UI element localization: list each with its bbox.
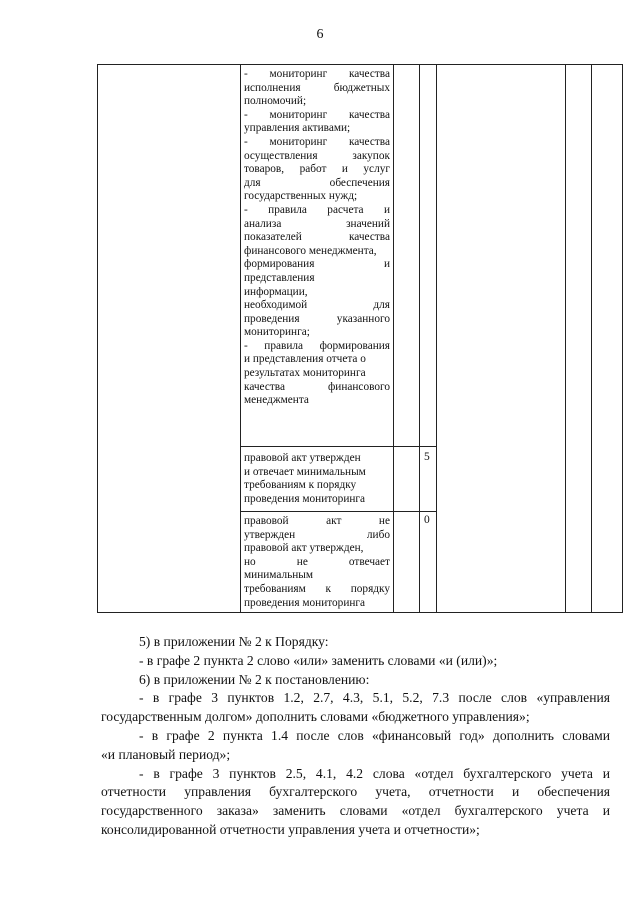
table-cell-criteria-list <box>244 68 390 408</box>
table-column-divider <box>393 64 394 613</box>
table-cell-not-approved <box>244 515 390 610</box>
table-column-divider <box>240 64 241 613</box>
table-cell-line: проведения мониторинга <box>244 596 366 609</box>
table-border-right <box>622 64 623 613</box>
score-value: 0 <box>424 514 430 526</box>
paragraph-line: - в графе 2 пункта 1.4 после слов «финансовый год» дополнить словами <box>139 727 610 743</box>
page-number: 6 <box>316 27 324 42</box>
table-border-bottom <box>97 612 623 613</box>
table-cell-line: минимальным <box>244 569 314 582</box>
table-cell-line: информации, <box>244 285 308 298</box>
table-cell-line: анализа значений <box>244 217 390 230</box>
paragraph-line: - в графе 3 пунктов 2.5, 4.1, 4.2 слова «отдел бухгалтерского учета и <box>139 765 610 781</box>
table-cell-line: но не отвечает <box>244 555 390 568</box>
table-cell-line: правовой акт не <box>244 515 390 527</box>
table-column-divider <box>565 64 566 613</box>
table-cell-line: - мониторинг качества <box>244 68 390 80</box>
table-row-divider <box>240 511 436 512</box>
table-cell-line: утвержден либо <box>244 528 390 541</box>
paragraph-line: - в графе 3 пунктов 1.2, 2.7, 4.3, 5.1, 5.2, 7.3 после слов «управления <box>139 690 610 706</box>
table-column-divider <box>419 64 420 613</box>
table-row-divider <box>240 446 436 447</box>
table-cell-line: представления <box>244 271 315 284</box>
paragraph-line: отчетности управления бухгалтерского учета, отчетности и обеспечения <box>101 784 610 800</box>
table-cell-line: правовой акт утвержден <box>244 452 361 464</box>
table-cell-line: и отвечает минимальным <box>244 465 366 478</box>
table-cell-line: проведения мониторинга <box>244 492 366 505</box>
table-column-divider <box>591 64 592 613</box>
table-cell-line: необходимой для <box>244 299 390 312</box>
table-cell-line: - правила формирования <box>244 339 390 352</box>
paragraph-line: консолидированной отчетности управления учета и отчетности»; <box>101 821 480 837</box>
score-value: 5 <box>424 451 430 463</box>
table-cell-line: результатах мониторинга <box>244 367 366 380</box>
table-cell-line: - правила расчета и <box>244 203 390 216</box>
table-cell-line: требованиям к порядку <box>244 479 357 492</box>
table-cell-line: проведения указанного <box>244 312 390 325</box>
table-cell-line: полномочий; <box>244 95 307 108</box>
table-cell-line: финансового менеджмента, <box>244 244 377 257</box>
table-cell-line: осуществления закупок <box>244 149 390 162</box>
table-border-top <box>97 64 623 65</box>
table-cell-line: менеджмента <box>244 394 309 407</box>
amendment-text <box>101 633 610 840</box>
table-cell-approved <box>244 452 390 506</box>
paragraph-line: государственным долгом» дополнить словами «бюджетного управления»; <box>101 709 530 725</box>
table-cell-line: - мониторинг качества <box>244 108 390 121</box>
table-cell-line: управления активами; <box>244 122 351 135</box>
table-cell-line: формирования и <box>244 258 390 271</box>
paragraph-line: 6) в приложении № 2 к постановлению: <box>139 671 370 687</box>
paragraph-line: 5) в приложении № 2 к Порядку: <box>139 634 329 649</box>
paragraph-line: государственного заказа» заменить словами «отдел бухгалтерского учета и <box>101 803 610 819</box>
table-cell-line: для обеспечения <box>244 176 390 189</box>
table-cell-line: исполнения бюджетных <box>244 81 390 94</box>
table-cell-line: товаров, работ и услуг <box>244 163 390 176</box>
paragraph-line: «и плановый период»; <box>101 746 231 762</box>
table-cell-line: мониторинга; <box>244 326 310 339</box>
table-column-divider <box>436 64 437 613</box>
paragraph-line: - в графе 2 пункта 2 слово «или» заменить словами «и (или)»; <box>139 652 498 668</box>
table-cell-line: требованиям к порядку <box>244 582 390 595</box>
table-cell-line: правовой акт утвержден, <box>244 542 364 555</box>
table-cell-line: - мониторинг качества <box>244 135 390 148</box>
table-cell-line: качества финансового <box>244 380 390 393</box>
table-cell-line: и представления отчета о <box>244 353 366 366</box>
table-border-left <box>97 64 98 613</box>
table-cell-line: показателей качества <box>244 231 390 244</box>
table-cell-line: государственных нужд; <box>244 190 358 203</box>
